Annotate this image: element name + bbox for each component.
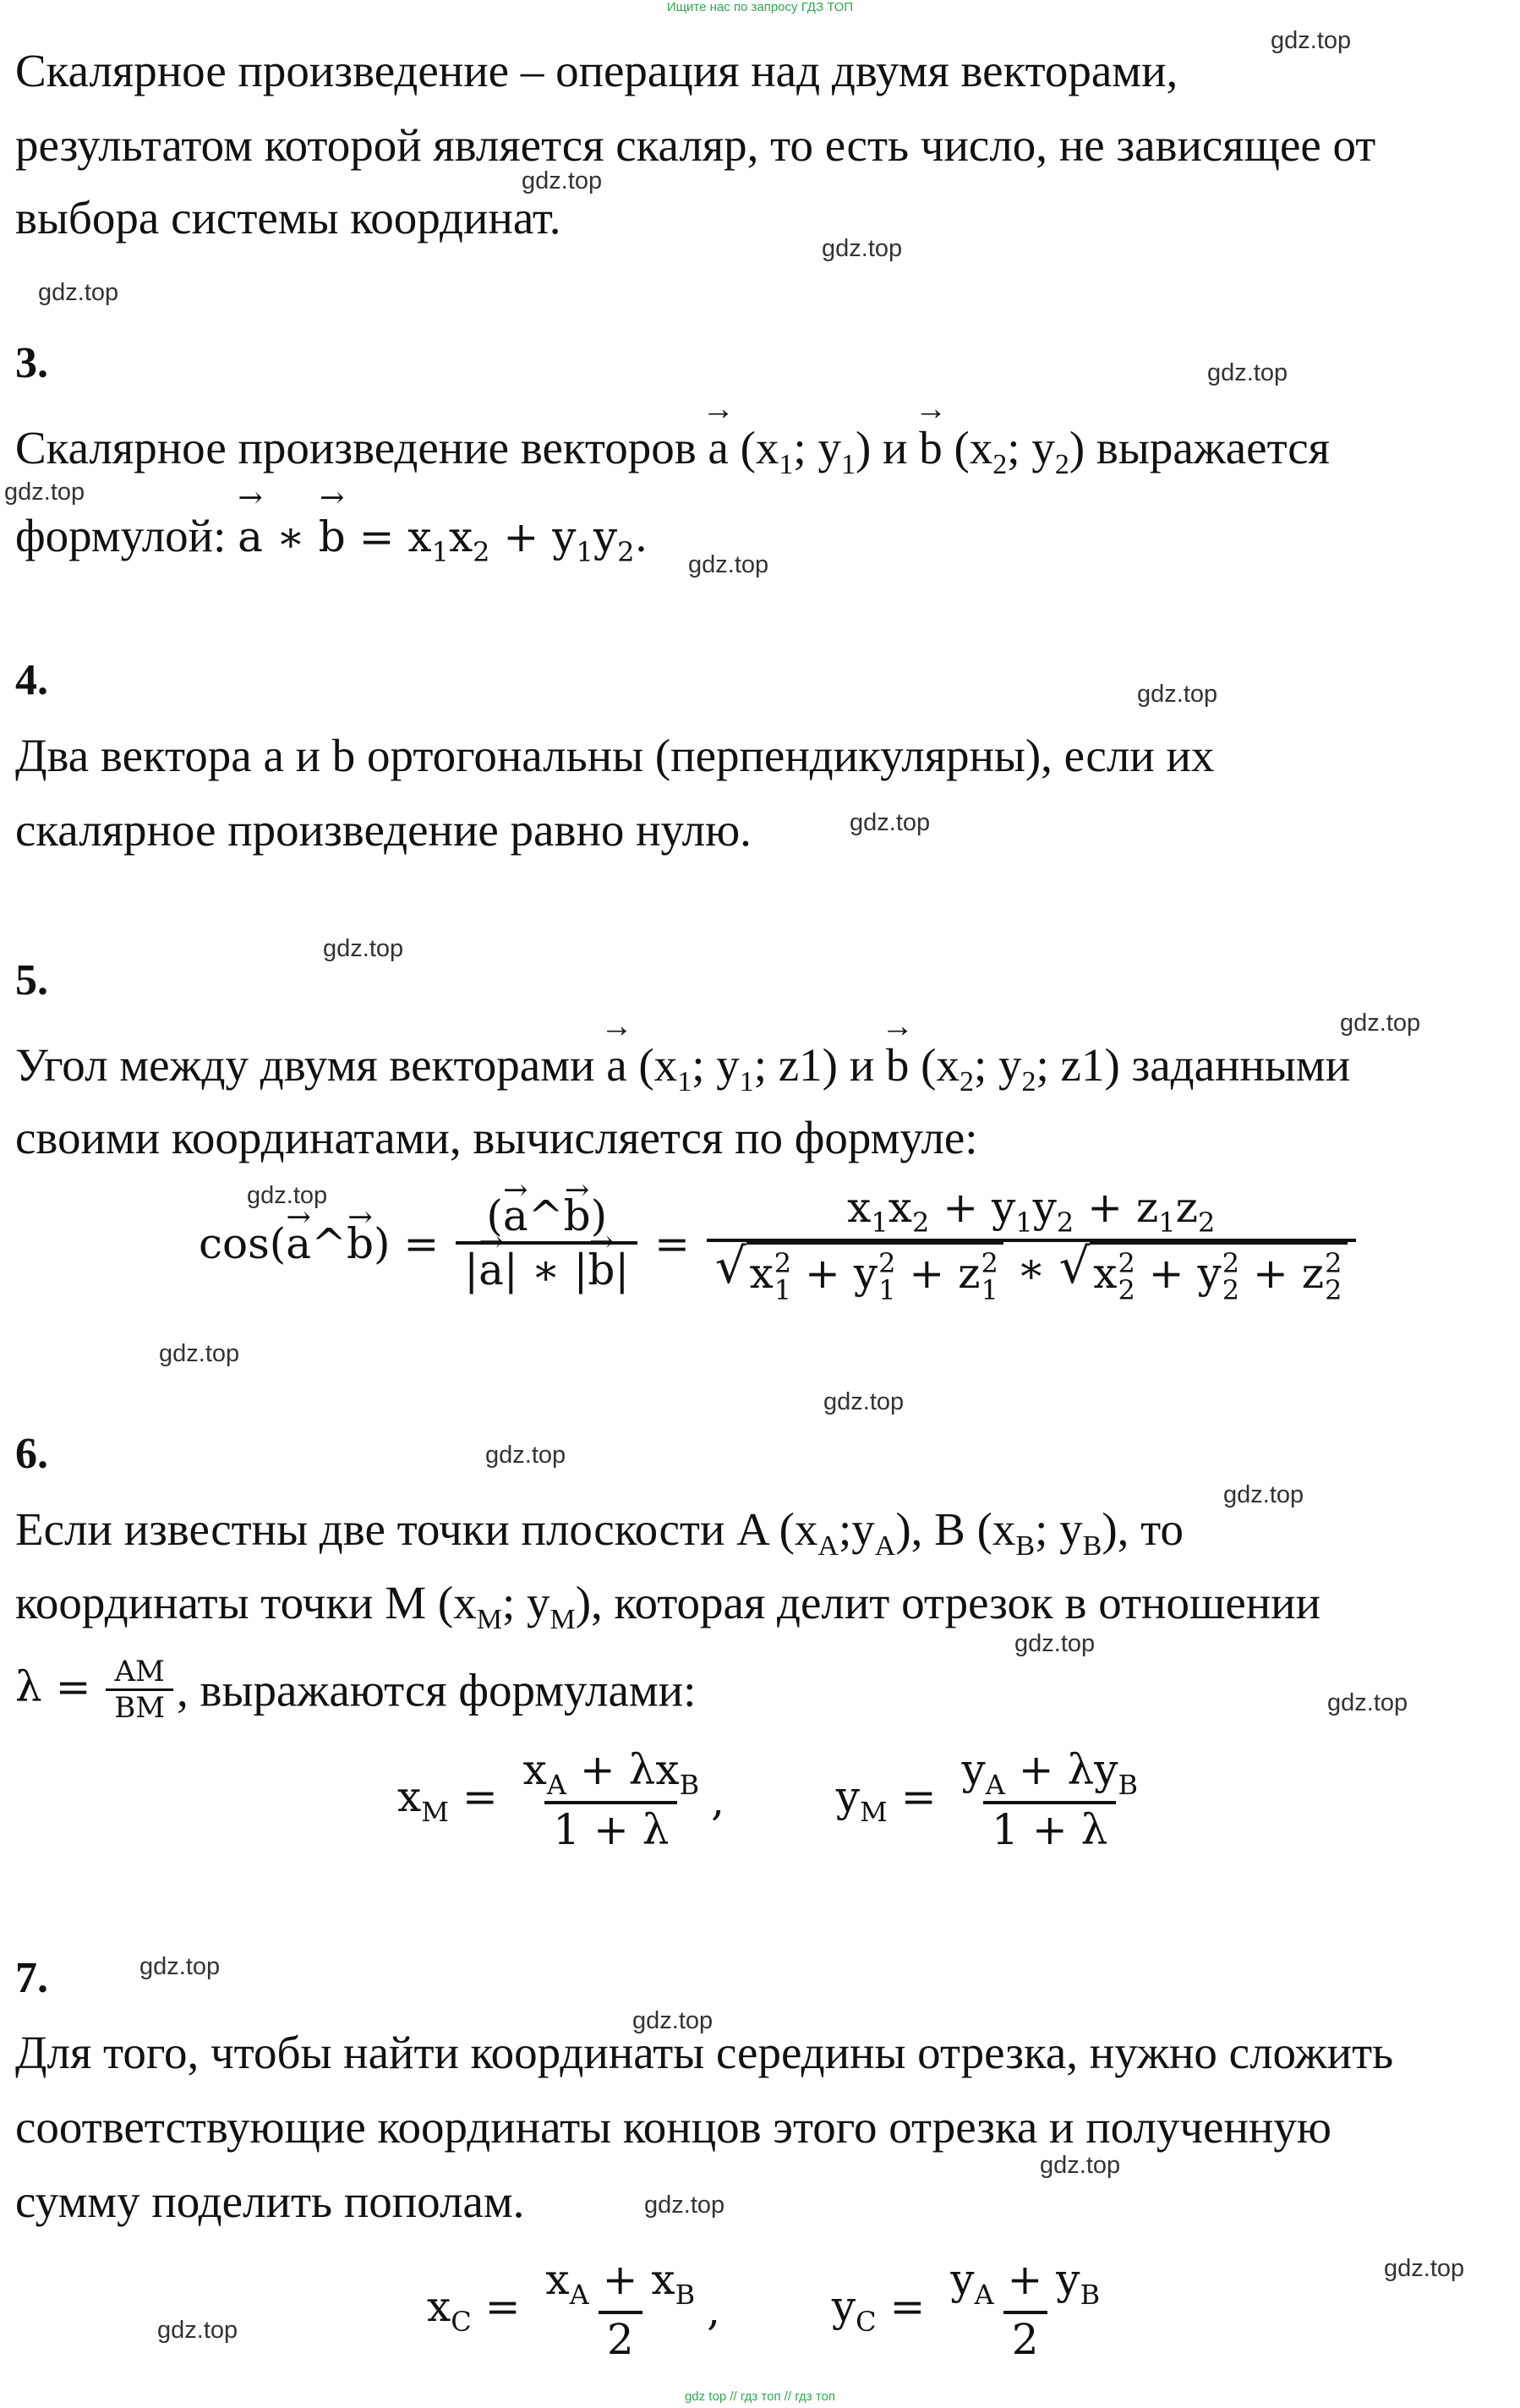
section-6-line-1: Если известны две точки плоскости A $(x_A;y_A)$, B ($x_B$; $y_B$), то [15, 1503, 1184, 1562]
watermark: gdz.top [632, 2007, 714, 2034]
watermark: gdz.top [1271, 27, 1352, 54]
watermark: gdz.top [688, 551, 769, 578]
section-6-number: 6. [15, 1430, 48, 1478]
intro-line-1: Скалярное произведение – операция над двумя векторами, [15, 45, 1178, 96]
angle-fraction-1: $\frac{(\to a\^{}\to b)}{|\to a| ∗ |\to b|}$ [456, 1192, 637, 1295]
section-3-line-1: Скалярное произведение векторов → a ($x_1$; $y_1$) и → b ($x_2$; $y_2$) выражается [15, 411, 1330, 502]
watermark: gdz.top [644, 2192, 725, 2219]
watermark: gdz.top [4, 479, 85, 506]
bottom-footer[interactable]: gdz top // гдз топ // гдз топ [684, 2389, 836, 2404]
watermark: gdz.top [157, 2317, 238, 2344]
s6-text-e: которая делит отрезок в отношении [614, 1577, 1321, 1628]
dot-product-formula: → a ∗ → $b = x_1x_2 + y_1y_2$. [238, 512, 648, 561]
section-7-line-3: сумму поделить пополам. [15, 2175, 525, 2227]
section-4-line-2: скалярное произведение равно нулю. [15, 804, 752, 856]
section-3-line-2 [15, 499, 648, 589]
watermark: gdz.top [522, 167, 603, 194]
watermark: gdz.top [823, 1388, 905, 1415]
watermark: gdz.top [1223, 1481, 1304, 1508]
s5-text-b: и [849, 1039, 875, 1091]
vector-b: → b [919, 411, 943, 485]
s3-text-b: и [883, 422, 908, 473]
section-7-line-2: соответствующие координаты концов этого отрезка и полученную [15, 2101, 1331, 2153]
s6-text-d: координаты точки M [15, 1577, 427, 1628]
intro-line-3: выбора системы координат. [15, 192, 561, 244]
section-5-number: 5. [15, 956, 48, 1004]
section-6-line-2: координаты точки M ($x_M$; $y_M$), которая делит отрезок в отношении [15, 1577, 1321, 1635]
s3-text-a: Скалярное произведение векторов [15, 422, 697, 473]
intro-line-2: результатом которой является скаляр, то есть число, не зависящее от [15, 119, 1376, 171]
s5-text-a: Угол между двумя векторами [15, 1039, 595, 1091]
watermark: gdz.top [1340, 1010, 1421, 1037]
watermark: gdz.top [247, 1182, 328, 1209]
vector-a: → a [708, 411, 728, 485]
s6-text-b: B [934, 1503, 965, 1555]
watermark: gdz.top [1327, 1689, 1408, 1716]
section-formula: $x_M$ = $\frac{x_A + \lambda x_B}{1 + \lambda}$ , $y_M$ = $\frac{y_A + \lambda y_B}{1 + \lambda}$ [397, 1745, 1139, 1854]
watermark: gdz.top [850, 809, 931, 836]
watermark: gdz.top [1207, 359, 1288, 386]
section-7-line-1: Для того, чтобы найти координаты середины отрезка, нужно сложить [15, 2027, 1394, 2078]
section-5-line-1: Угол между двумя векторами → a ($x_1$; $y_1$; z1) и → b ($x_2$; $y_2$; z1) заданными [15, 1028, 1350, 1119]
s6-text-a: Если известны две точки плоскости A [15, 1503, 768, 1555]
watermark: gdz.top [1137, 681, 1218, 708]
section-6-line-3: λ = $\frac{AM}{BM}$ , выражаются формулами: [15, 1654, 697, 1726]
midpoint-formula: $x_C$ = $\frac{x_A + x_B}{2}$ , $y_C$ = $\frac{y_A + y_B}{2}$ [427, 2255, 1101, 2364]
watermark: gdz.top [323, 935, 404, 962]
angle-fraction-2: $x_1x_2 + y_1y_2 + z_1z_2$ √ x 2 1 + y 2 1 + z 2 1 ∗ √ x 2 2 + y 2 2 + z 2 2 [707, 1184, 1356, 1304]
watermark: gdz.top [38, 279, 119, 306]
s3-text-c: выражается [1096, 422, 1330, 473]
watermark: gdz.top [159, 1340, 240, 1367]
watermark: gdz.top [1014, 1630, 1096, 1657]
section-3-number: 3. [15, 339, 48, 387]
watermark: gdz.top [1384, 2255, 1465, 2282]
s5-text-c: заданными [1131, 1039, 1351, 1091]
s6-text-f: выражаются формулами: [200, 1664, 697, 1716]
top-banner[interactable]: Ищите нас по запросу ГДЗ ТОП [666, 0, 854, 14]
s6-text-c: то [1140, 1503, 1184, 1555]
watermark: gdz.top [139, 1953, 221, 1980]
section-4-number: 4. [15, 656, 48, 704]
watermark: gdz.top [822, 235, 903, 262]
section-4-line-1: Два вектора a и b ортогональны (перпендикулярны), если их [15, 730, 1215, 781]
watermark: gdz.top [485, 1442, 566, 1469]
section-7-number: 7. [15, 1954, 48, 2002]
s3-text-formula-label: формулой: [15, 510, 227, 561]
section-5-line-2: своими координатами, вычисляется по формуле: [15, 1112, 978, 1163]
watermark: gdz.top [1040, 2152, 1121, 2179]
angle-formula: cos(→ a^→ b) = $\frac{(\to a\^{}\to b)}{|\to a| ∗ |\to b|}$ = $x_1x_2 + y_1y_2 + z_1z_2$ √ x 2 1 + y 2 1 + z 2 1 ∗ √ x 2 2 + y 2 2 + z 2 2 [199, 1184, 1359, 1304]
